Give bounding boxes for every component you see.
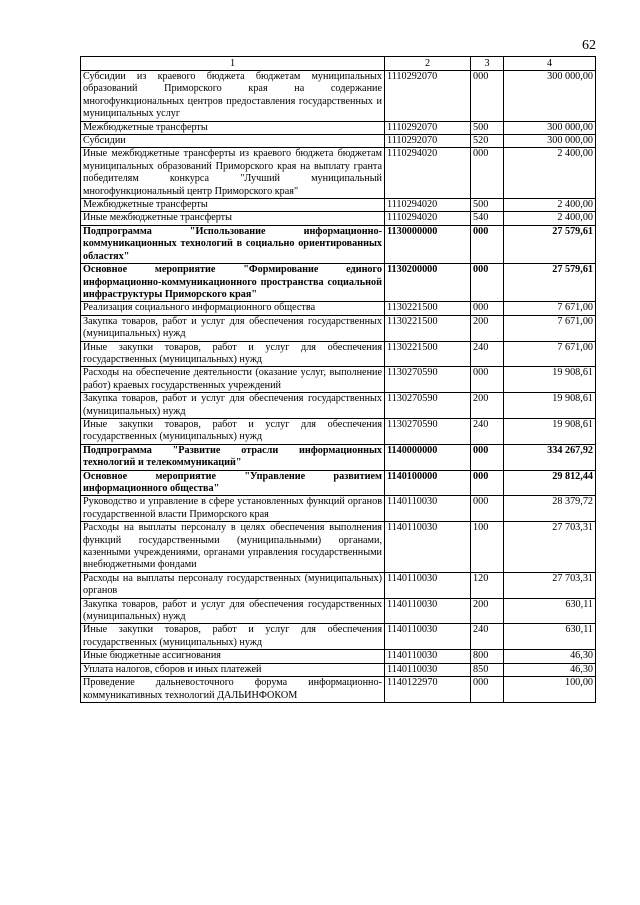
table-row — [81, 264, 596, 302]
table-row — [81, 496, 596, 522]
row-code-cell: 1110292070 — [385, 71, 471, 122]
table-row — [81, 315, 596, 341]
row-code-cell: 1110294020 — [385, 212, 471, 225]
header-col-2: 2 — [385, 57, 471, 71]
table-row — [81, 444, 596, 470]
table-row — [81, 470, 596, 496]
row-name-cell: Иные закупки товаров, работ и услуг для обеспечения государственных (муниципальных) нужд — [81, 341, 385, 367]
table-row — [81, 522, 596, 573]
row-type-cell: 540 — [471, 212, 504, 225]
row-code-cell: 1140122970 — [385, 677, 471, 703]
budget-table — [80, 56, 596, 703]
table-row — [81, 598, 596, 624]
row-name-cell: Иные межбюджетные трансферты — [81, 212, 385, 225]
row-name-cell: Расходы на выплаты персоналу государственных (муниципальных) органов — [81, 572, 385, 598]
row-code-cell: 1140110030 — [385, 572, 471, 598]
row-amount-cell: 27 703,31 — [504, 572, 596, 598]
row-code-cell: 1130221500 — [385, 341, 471, 367]
row-amount-cell: 19 908,61 — [504, 418, 596, 444]
row-amount-cell: 7 671,00 — [504, 315, 596, 341]
header-row — [81, 57, 596, 71]
row-code-cell: 1110292070 — [385, 135, 471, 148]
row-code-cell: 1130221500 — [385, 315, 471, 341]
row-name-cell: Подпрограмма "Развитие отрасли информационных технологий и телекоммуникаций" — [81, 444, 385, 470]
table-row — [81, 572, 596, 598]
row-name-cell: Иные бюджетные ассигнования — [81, 650, 385, 663]
row-name-cell: Иные закупки товаров, работ и услуг для обеспечения государственных (муниципальных) нужд — [81, 418, 385, 444]
header-col-3: 3 — [471, 57, 504, 71]
row-type-cell: 800 — [471, 650, 504, 663]
table-row — [81, 121, 596, 134]
row-type-cell: 000 — [471, 148, 504, 199]
table-row — [81, 148, 596, 199]
row-name-cell: Межбюджетные трансферты — [81, 121, 385, 134]
row-name-cell: Иные межбюджетные трансферты из краевого бюджета бюджетам муниципальных образований Приморского края на выплату гранта победителям конкурса "Лучший муниципальный многофункциональный центр Приморского края" — [81, 148, 385, 199]
row-type-cell: 000 — [471, 302, 504, 315]
table-row — [81, 418, 596, 444]
row-amount-cell: 2 400,00 — [504, 199, 596, 212]
row-amount-cell: 334 267,92 — [504, 444, 596, 470]
row-amount-cell: 630,11 — [504, 598, 596, 624]
row-type-cell: 100 — [471, 522, 504, 573]
table-row — [81, 663, 596, 676]
row-name-cell: Уплата налогов, сборов и иных платежей — [81, 663, 385, 676]
row-name-cell: Закупка товаров, работ и услуг для обеспечения государственных (муниципальных) нужд — [81, 598, 385, 624]
table-row — [81, 650, 596, 663]
table-row — [81, 199, 596, 212]
row-name-cell: Субсидии из краевого бюджета бюджетам муниципальных образований Приморского края на содержание многофункциональных центров предоставления государственных и муниципальных услуг — [81, 71, 385, 122]
page-number: 62 — [582, 38, 596, 53]
row-type-cell: 000 — [471, 470, 504, 496]
row-name-cell: Основное мероприятие "Управление развитием информационного общества" — [81, 470, 385, 496]
row-code-cell: 1110294020 — [385, 148, 471, 199]
row-name-cell: Руководство и управление в сфере установленных функций органов государственной власти Приморского края — [81, 496, 385, 522]
row-type-cell: 520 — [471, 135, 504, 148]
row-type-cell: 120 — [471, 572, 504, 598]
row-amount-cell: 19 908,61 — [504, 367, 596, 393]
row-amount-cell: 46,30 — [504, 650, 596, 663]
row-name-cell: Расходы на выплаты персоналу в целях обеспечения выполнения функций государственными (муниципальными) органами, казенными учреждениями, органами управления государственными внебюджетными фондами — [81, 522, 385, 573]
row-type-cell: 000 — [471, 496, 504, 522]
row-type-cell: 240 — [471, 624, 504, 650]
row-amount-cell: 27 703,31 — [504, 522, 596, 573]
row-type-cell: 000 — [471, 677, 504, 703]
row-name-cell: Подпрограмма "Использование информационно-коммуникационных технологий в социально ориентированных областях" — [81, 225, 385, 263]
row-name-cell: Закупка товаров, работ и услуг для обеспечения государственных (муниципальных) нужд — [81, 315, 385, 341]
table-row — [81, 624, 596, 650]
row-type-cell: 500 — [471, 199, 504, 212]
row-amount-cell: 2 400,00 — [504, 148, 596, 199]
row-type-cell: 200 — [471, 315, 504, 341]
table-row — [81, 393, 596, 419]
table-row — [81, 212, 596, 225]
row-amount-cell: 29 812,44 — [504, 470, 596, 496]
row-code-cell: 1110294020 — [385, 199, 471, 212]
row-code-cell: 1130200000 — [385, 264, 471, 302]
row-code-cell: 1130270590 — [385, 393, 471, 419]
row-type-cell: 240 — [471, 341, 504, 367]
row-code-cell: 1140110030 — [385, 598, 471, 624]
table-row — [81, 71, 596, 122]
row-amount-cell: 27 579,61 — [504, 264, 596, 302]
row-amount-cell: 28 379,72 — [504, 496, 596, 522]
row-name-cell: Субсидии — [81, 135, 385, 148]
row-amount-cell: 100,00 — [504, 677, 596, 703]
row-type-cell: 850 — [471, 663, 504, 676]
row-amount-cell: 7 671,00 — [504, 341, 596, 367]
row-type-cell: 000 — [471, 264, 504, 302]
header-col-4: 4 — [504, 57, 596, 71]
table-row — [81, 677, 596, 703]
row-code-cell: 1130221500 — [385, 302, 471, 315]
row-amount-cell: 630,11 — [504, 624, 596, 650]
row-name-cell: Иные закупки товаров, работ и услуг для обеспечения государственных (муниципальных) нужд — [81, 624, 385, 650]
row-code-cell: 1140110030 — [385, 522, 471, 573]
table-row — [81, 341, 596, 367]
row-amount-cell: 300 000,00 — [504, 121, 596, 134]
row-amount-cell: 27 579,61 — [504, 225, 596, 263]
row-type-cell: 200 — [471, 393, 504, 419]
row-amount-cell: 300 000,00 — [504, 71, 596, 122]
row-name-cell: Закупка товаров, работ и услуг для обеспечения государственных (муниципальных) нужд — [81, 393, 385, 419]
row-name-cell: Основное мероприятие "Формирование единого информационно-коммуникационного пространства социальной инфраструктуры Приморского края" — [81, 264, 385, 302]
row-amount-cell: 2 400,00 — [504, 212, 596, 225]
header-col-1: 1 — [81, 57, 385, 71]
row-amount-cell: 19 908,61 — [504, 393, 596, 419]
table-row — [81, 302, 596, 315]
row-name-cell: Реализация социального информационного обществa — [81, 302, 385, 315]
row-name-cell: Межбюджетные трансферты — [81, 199, 385, 212]
row-name-cell: Расходы на обеспечение деятельности (оказание услуг, выполнение работ) краевых государственных учреждений — [81, 367, 385, 393]
row-type-cell: 000 — [471, 444, 504, 470]
row-code-cell: 1140110030 — [385, 496, 471, 522]
row-type-cell: 000 — [471, 225, 504, 263]
row-amount-cell: 46,30 — [504, 663, 596, 676]
row-type-cell: 240 — [471, 418, 504, 444]
row-code-cell: 1130270590 — [385, 367, 471, 393]
row-type-cell: 200 — [471, 598, 504, 624]
row-code-cell: 1130000000 — [385, 225, 471, 263]
table-row — [81, 367, 596, 393]
table-row — [81, 135, 596, 148]
row-code-cell: 1130270590 — [385, 418, 471, 444]
row-code-cell: 1140110030 — [385, 650, 471, 663]
row-code-cell: 1140000000 — [385, 444, 471, 470]
row-code-cell: 1140100000 — [385, 470, 471, 496]
row-type-cell: 500 — [471, 121, 504, 134]
row-code-cell: 1140110030 — [385, 663, 471, 676]
row-type-cell: 000 — [471, 71, 504, 122]
row-amount-cell: 7 671,00 — [504, 302, 596, 315]
row-code-cell: 1110292070 — [385, 121, 471, 134]
table-row — [81, 225, 596, 263]
row-amount-cell: 300 000,00 — [504, 135, 596, 148]
row-type-cell: 000 — [471, 367, 504, 393]
row-name-cell: Проведение дальневосточного форума информационно-коммуникативных технологий ДАЛЬИНФОКОМ — [81, 677, 385, 703]
row-code-cell: 1140110030 — [385, 624, 471, 650]
